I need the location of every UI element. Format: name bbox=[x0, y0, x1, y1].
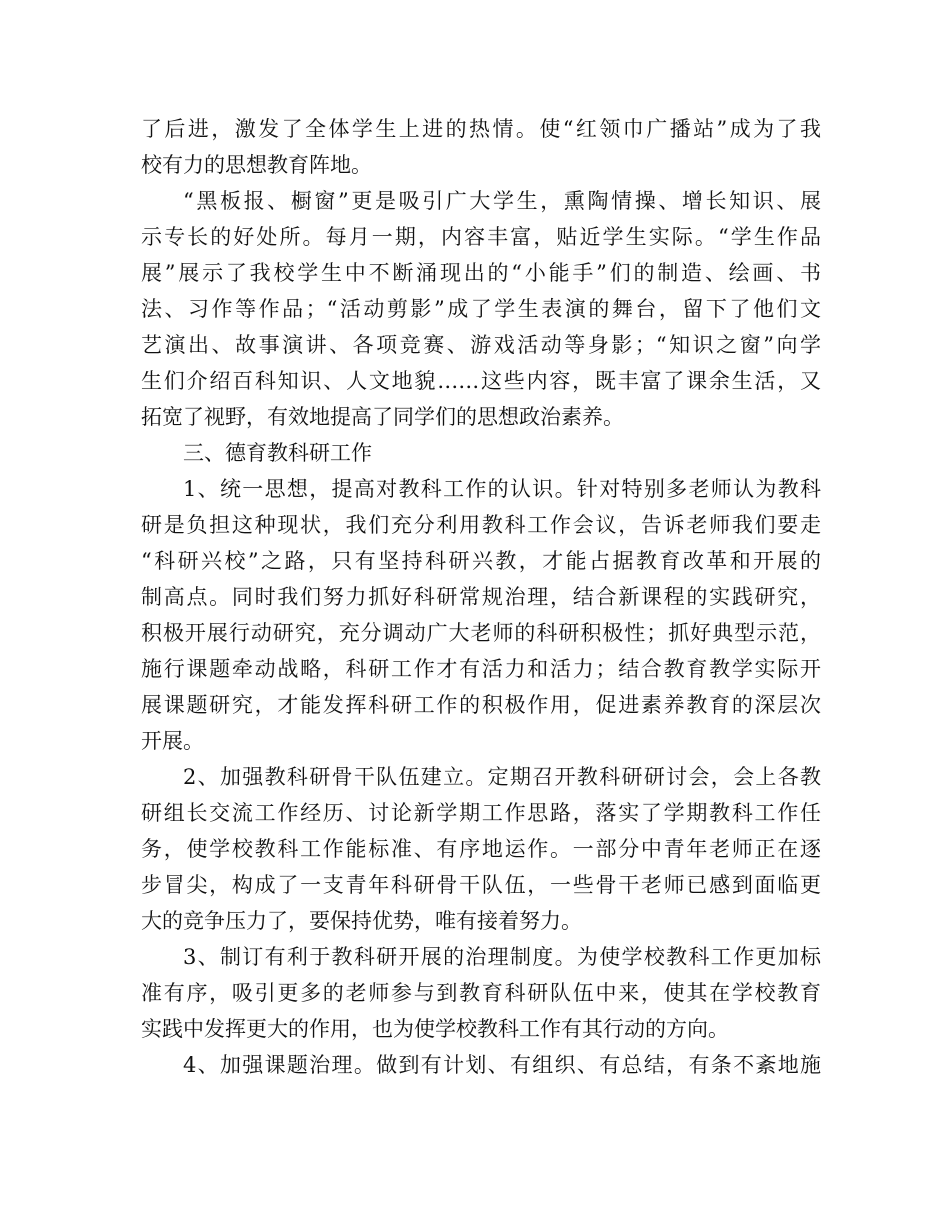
text-line: 开展。 bbox=[141, 729, 204, 753]
text-line: 步冒尖，构成了一支青年科研骨干队伍，一些骨干老师已感到面临更 bbox=[141, 873, 821, 897]
text-line: 4、加强课题治理。做到有计划、有组织、有总结，有条不紊地施 bbox=[183, 1053, 821, 1077]
text-line: 大的竞争压力了，要保持优势，唯有接着努力。 bbox=[141, 909, 582, 933]
text-line: 2、加强教科研骨干队伍建立。定期召开教科研研讨会，会上各教 bbox=[183, 765, 821, 789]
text-line: 施行课题牵动战略，科研工作才有活力和活力；结合教育教学实际开 bbox=[141, 657, 821, 681]
text-line: 了后进，激发了全体学生上进的热情。使“红领巾广播站”成为了我 bbox=[141, 117, 821, 141]
text-line: 展课题研究，才能发挥科研工作的积极作用，促进素养教育的深层次 bbox=[141, 693, 821, 717]
text-line: “科研兴校”之路，只有坚持科研兴教，才能占据教育改革和开展的 bbox=[141, 549, 821, 573]
text-line: 实践中发挥更大的作用，也为使学校教科工作有其行动的方向。 bbox=[141, 1017, 729, 1041]
text-line: 3、制订有利于教科研开展的治理制度。为使学校教科工作更加标 bbox=[183, 945, 821, 969]
section-heading: 三、德育教科研工作 bbox=[183, 441, 372, 465]
text-line: 艺演出、故事演讲、各项竞赛、游戏活动等身影；“知识之窗”向学 bbox=[141, 333, 821, 357]
text-line: 研组长交流工作经历、讨论新学期工作思路，落实了学期教科工作任 bbox=[141, 801, 821, 825]
text-line: 1、统一思想，提高对教科工作的认识。针对特别多老师认为教科 bbox=[183, 477, 821, 501]
text-line: 示专长的好处所。每月一期，内容丰富，贴近学生实际。“学生作品 bbox=[141, 225, 821, 249]
text-line: 研是负担这种现状，我们充分利用教科工作会议，告诉老师我们要走 bbox=[141, 513, 821, 537]
text-line: 校有力的思想教育阵地。 bbox=[141, 153, 372, 177]
text-line: 制高点。同时我们努力抓好科研常规治理，结合新课程的实践研究， bbox=[141, 585, 821, 609]
text-line: 积极开展行动研究，充分调动广大老师的科研积极性；抓好典型示范， bbox=[141, 621, 821, 645]
text-line: 准有序，吸引更多的老师参与到教育科研队伍中来，使其在学校教育 bbox=[141, 981, 821, 1005]
text-line: 展”展示了我校学生中不断涌现出的“小能手”们的制造、绘画、书 bbox=[141, 261, 821, 285]
text-line: “黑板报、橱窗”更是吸引广大学生，熏陶情操、增长知识、展 bbox=[183, 189, 821, 213]
document-body bbox=[141, 111, 821, 1083]
text-line: 生们介绍百科知识、人文地貌……这些内容，既丰富了课余生活，又 bbox=[141, 369, 821, 393]
text-line: 拓宽了视野，有效地提高了同学们的思想政治素养。 bbox=[141, 405, 624, 429]
text-line: 法、习作等作品；“活动剪影”成了学生表演的舞台，留下了他们文 bbox=[141, 297, 821, 321]
text-line: 务，使学校教科工作能标准、有序地运作。一部分中青年老师正在逐 bbox=[141, 837, 821, 861]
